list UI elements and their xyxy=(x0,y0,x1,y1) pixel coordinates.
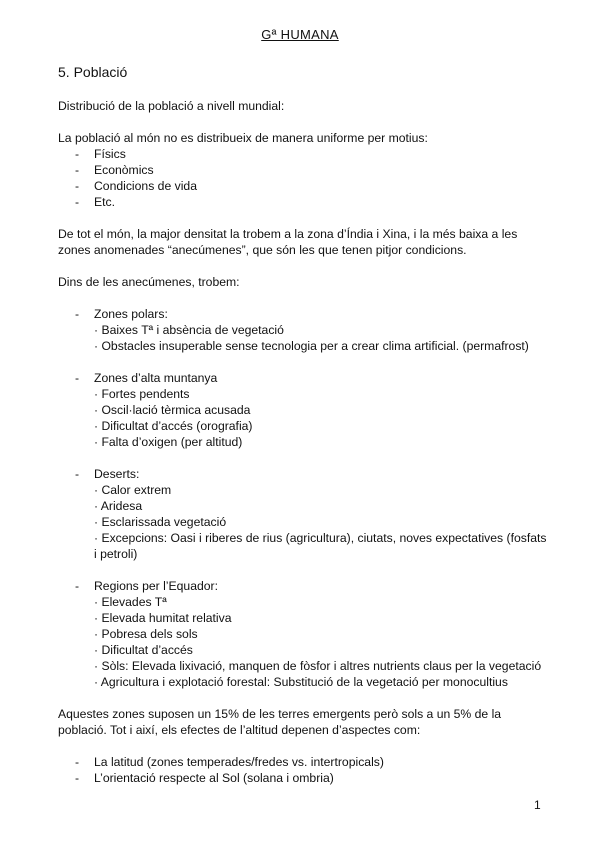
zone-item: · Falta d’oxigen (per altitud) xyxy=(94,435,243,449)
document-title: Gª HUMANA xyxy=(261,27,339,42)
density-paragraph-line: De tot el món, la major densitat la trobem a la zona d’Índia i Xina, i la més baixa a les xyxy=(58,227,518,241)
zone-item: · Aridesa xyxy=(94,499,143,513)
summary-paragraph-line: Aquestes zones suposen un 15% de les terres emergents però sols a un 5% de la xyxy=(58,707,502,721)
zone-dash: - xyxy=(75,371,80,385)
zone-item: · Oscil·lació tèrmica acusada xyxy=(94,403,251,417)
zone-item: · Esclarissada vegetació xyxy=(94,515,227,529)
zone-item: · Agricultura i explotació forestal: Substitució de la vegetació per monocultius xyxy=(94,675,508,689)
bullet-item: Etc. xyxy=(94,195,115,209)
anecumenes-intro: Dins de les anecúmenes, trobem: xyxy=(58,275,240,289)
zone-item: · Dificultat d’accés xyxy=(94,643,193,657)
zone-heading: Zones d’alta muntanya xyxy=(94,371,218,385)
zone-item: · Pobresa dels sols xyxy=(94,627,198,641)
zone-dash: - xyxy=(75,307,80,321)
zone-dash: - xyxy=(75,467,80,481)
zone-item: · Elevada humitat relativa xyxy=(94,611,232,625)
density-paragraph-line: zones anomenades “anecúmenes”, que són les que tenen pitjor condicions. xyxy=(58,243,467,257)
bullet-dash: - xyxy=(75,195,80,209)
bullet-dash: - xyxy=(75,163,80,177)
bullet-dash: - xyxy=(75,771,80,785)
zone-item: · Dificultat d’accés (orografia) xyxy=(94,419,253,433)
zone-item: · Calor extrem xyxy=(94,483,172,497)
zone-heading: Zones polars: xyxy=(94,307,168,321)
zone-item: · Elevades Tª xyxy=(94,595,167,609)
zone-item: · Baixes Tª i absència de vegetació xyxy=(94,323,284,337)
zone-item: · Sòls: Elevada lixivació, manquen de fòsfor i altres nutrients claus per la vegetació xyxy=(94,659,542,673)
intro-text: La població al món no es distribueix de manera uniforme per motius: xyxy=(58,131,428,145)
zone-item: · Obstacles insuperable sense tecnologia per a crear clima artificial. (permafrost) xyxy=(94,339,529,353)
zone-heading: Deserts: xyxy=(94,467,140,481)
zone-item: · Excepcions: Oasi i riberes de rius (agricultura), ciutats, noves expectatives (fosfats xyxy=(94,531,547,545)
bullet-item: Condicions de vida xyxy=(94,179,197,193)
bullet-item: Econòmics xyxy=(94,163,154,177)
zone-dash: - xyxy=(75,579,80,593)
subtitle: Distribució de la població a nivell mundial: xyxy=(58,99,285,113)
bullet-dash: - xyxy=(75,179,80,193)
zone-item: i petroli) xyxy=(94,547,138,561)
zone-item: · Fortes pendents xyxy=(94,387,190,401)
zone-heading: Regions per l’Equador: xyxy=(94,579,218,593)
altitude-factor: L’orientació respecte al Sol (solana i ombria) xyxy=(94,771,334,785)
altitude-factor: La latitud (zones temperades/fredes vs. intertropicals) xyxy=(94,755,384,769)
bullet-dash: - xyxy=(75,147,80,161)
section-heading: 5. Població xyxy=(58,64,128,80)
page-number: 1 xyxy=(534,798,541,812)
bullet-item: Físics xyxy=(94,147,126,161)
summary-paragraph-line: població. Tot i així, els efectes de l’altitud depenen d’aspectes com: xyxy=(58,723,421,737)
bullet-dash: - xyxy=(75,755,80,769)
